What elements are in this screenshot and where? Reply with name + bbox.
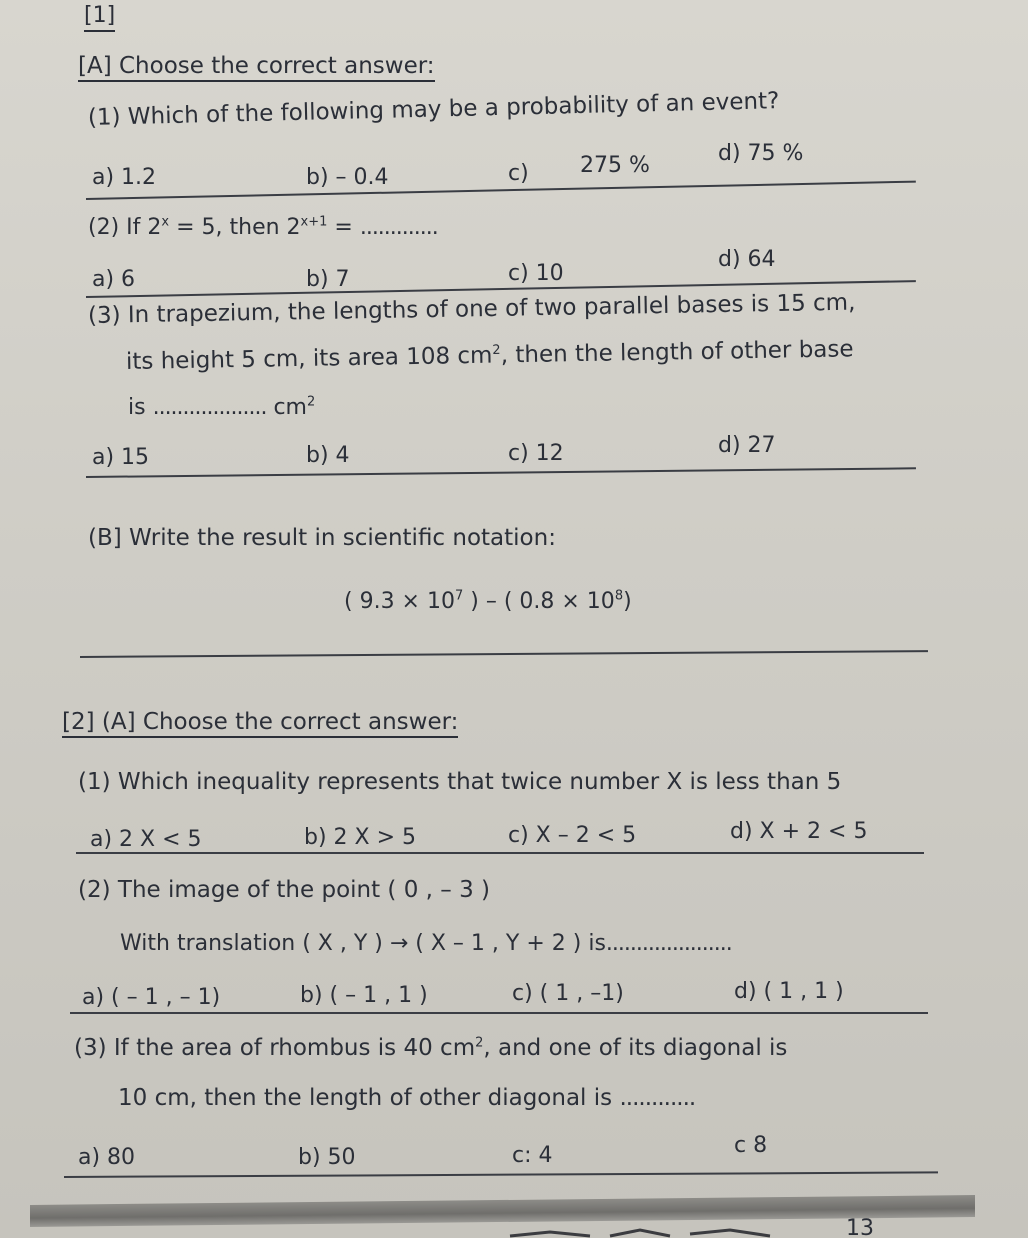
q1-option-b: b) – 0.4 [306,165,389,190]
s2-q3-divider [64,1171,938,1178]
s2-q2-option-b: b) ( – 1 , 1 ) [300,983,428,1008]
page-number: 13 [846,1216,874,1238]
s2-q2-line-1: (2) The image of the point ( 0 , – 3 ) [78,877,491,903]
s2-q1-option-b: b) 2 X > 5 [304,825,417,850]
q2-option-b: b) 7 [306,267,350,292]
s2-q1-option-d: d) X + 2 < 5 [730,819,868,844]
q1-option-a: a) 1.2 [92,165,157,190]
q1-option-c-label: c) [508,161,529,186]
q3-option-d: d) 27 [718,433,776,458]
s2-q2-line-2: With translation ( X , Y ) → ( X – 1 , Y + 2 ) is..................... [120,931,732,956]
s2-q2-option-a: a) ( – 1 , – 1) [82,985,221,1010]
q3-line-1: (3) In trapezium, the lengths of one of two parallel bases is 15 cm, [87,289,856,329]
section-1-number: [1] [84,2,115,32]
s2-q2-option-c: c) ( 1 , –1) [512,981,624,1006]
q3-option-a: a) 15 [92,445,150,470]
q1-option-d: d) 75 % [718,141,804,166]
q1-divider [86,181,916,200]
s2-q3-line-2: 10 cm, then the length of other diagonal is ............ [118,1085,696,1111]
q2-option-c: c) 10 [508,261,564,286]
q1-text: (1) Which of the following may be a probability of an event? [87,88,780,131]
s2-q3-option-c: c: 4 [512,1143,553,1168]
part-b-answer-line [80,650,928,658]
q1-option-c-value: 275 % [580,153,650,178]
footer-decoration-icon [500,1226,800,1238]
s2-q3-option-a: a) 80 [78,1145,136,1170]
q2-text: (2) If $2^x = 5$, then $2^{x+1}$ = ............. [88,214,438,240]
section-2-heading: [2] (A] Choose the correct answer: [62,708,458,738]
s2-q3-line-1: (3) If the area of rhombus is 40 $cm^2$, and one of its diagonal is [74,1035,788,1061]
s2-q1-text: (1) Which inequality represents that twice number X is less than 5 [78,769,842,795]
q3-line-3: is ................... $cm^2$ [128,394,316,420]
section-1-part-a-heading: [A] Choose the correct answer: [78,52,435,82]
s2-q1-option-a: a) 2 X < 5 [90,827,202,852]
part-b-expression: ( $9.3 \times 10^7$ ) – ( $0.8 \times 10^8$) [344,588,632,614]
page-bottom-band [30,1195,975,1227]
q2-option-d: d) 64 [718,247,776,272]
q2-option-a: a) 6 [92,267,136,292]
s2-q3-option-b: b) 50 [298,1145,356,1170]
s2-q2-option-d: d) ( 1 , 1 ) [734,979,844,1004]
s2-q1-divider [76,852,924,854]
q3-option-b: b) 4 [306,443,350,468]
q3-divider [86,467,916,478]
q3-line-2: its height 5 cm, its area 108 $cm^2$, then the length of other base [125,336,854,375]
s2-q3-option-d: c 8 [734,1133,768,1158]
section-1-part-b-heading: (B] Write the result in scientific notation: [88,525,556,551]
s2-q1-option-c: c) X – 2 < 5 [508,823,637,848]
s2-q2-divider [70,1012,928,1014]
q3-option-c: c) 12 [508,441,564,466]
